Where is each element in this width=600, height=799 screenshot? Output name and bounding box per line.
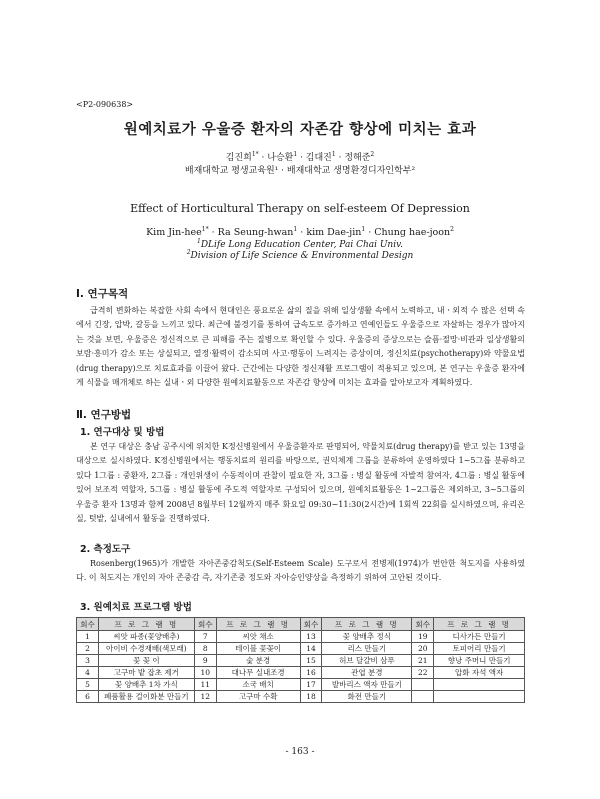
program-name: 허브 달걀비 삼푸	[322, 655, 412, 667]
program-name: 향낭 주머니 만들기	[434, 655, 525, 667]
session-number: 12	[194, 691, 216, 703]
session-number: 6	[77, 691, 99, 703]
author-ko: 나승환	[267, 153, 294, 163]
author-separator: ·	[258, 153, 268, 163]
subsection-heading-program: 3. 원예치료 프로그램 방법	[80, 602, 192, 613]
author-ko: 김대진	[305, 153, 332, 163]
program-name: 고구마 수확	[216, 691, 300, 703]
header-session: 회수	[300, 618, 322, 631]
header-program: 프 로 그 램 명	[98, 618, 194, 631]
session-number: 9	[194, 655, 216, 667]
session-number: 1	[77, 631, 99, 643]
program-name: 압화 자석 액자	[434, 667, 525, 679]
author-separator: ·	[365, 227, 375, 239]
header-program: 프 로 그 램 명	[216, 618, 300, 631]
affiliation-mark: 2	[186, 249, 191, 256]
program-name: 테이블 꽃꽂이	[216, 643, 300, 655]
session-number: 21	[412, 655, 434, 667]
author-en: Kim Jin-hee	[146, 227, 202, 239]
header-session: 회수	[412, 618, 434, 631]
author-en: kim Dae-jin	[306, 227, 362, 239]
session-number: 14	[300, 643, 322, 655]
program-name: 소국 배치	[216, 679, 300, 691]
affiliation-text: Division of Life Science & Environmental Design	[190, 251, 414, 261]
header-program: 프 로 그 램 명	[434, 618, 525, 631]
author-separator: ·	[297, 227, 307, 239]
subsection-heading-subjects: 1. 연구대상 및 방법	[80, 427, 165, 438]
table-row	[77, 643, 525, 655]
session-number: 17	[300, 679, 322, 691]
author-separator: ·	[297, 153, 306, 163]
title-english: Effect of Horticultural Therapy on self-esteem Of Depression	[130, 202, 470, 215]
section-heading-purpose: Ⅰ. 연구목적	[76, 288, 129, 300]
session-number: 22	[412, 667, 434, 679]
author-ko: 정해준	[344, 153, 371, 163]
program-name: 리스 만들기	[322, 643, 412, 655]
session-number: 3	[77, 655, 99, 667]
affiliation-english-2	[0, 249, 600, 261]
instrument-paragraph: Rosenberg(1965)가 개발한 자아존중감척도(Self-Esteem Scale) 도구로서 전병제(1974)가 번안한 척도지를 사용하였다. 이 척도지는 개인의 자아 존중감 즉, 자기존중 정도와 자아승인양상을 측정하기 위하여 고안된 것이다.	[76, 559, 525, 583]
table-row	[77, 631, 525, 643]
header-session: 회수	[77, 618, 99, 631]
session-number: 5	[77, 679, 99, 691]
subsection-heading-instrument: 2. 측정도구	[80, 544, 131, 555]
page-number: - 163 -	[285, 747, 315, 757]
author-en: Chung hae-joon	[374, 227, 451, 239]
author-mark: 1*	[201, 226, 209, 233]
program-name: 디사가든 만들기	[434, 631, 525, 643]
session-number: 18	[300, 691, 322, 703]
program-name: 폐품활용 걸이화분 만들기	[98, 691, 194, 703]
program-name: 고구마 밭 잡초 제거	[98, 667, 194, 679]
authors-korean	[0, 150, 600, 163]
subjects-paragraph: 본 연구 대상은 충남 공주시에 위치한 K정신병원에서 우울증환자로 판명되어, 약물치료(drug therapy)를 받고 있는 13명을 대상으로 실시하였다. K정신병원에서는 행동치료의 원리를 바탕으로, 권익체계 그룹을 분류하여 운영하였다 1~5그룹 분류하고 있다 1그룹 : 중환자, 2그룹 : 개인위생이 수동적이며 관찰이 필요한 자, 3그룹 : 병실 활동에 자발적 참여자, 4그룹 : 병실 활동에 있어 보조적 역할자, 5그룹 : 병실 활동에 주도적 역할자로 구성되어 있으며, 원예치료활동은 1~2그룹은 제외하고, 3~5그룹의 우울증 환자 13명과 함께 2008년 8월부터 12월까지 매주 화요일 09:30~11:30(2시간)에 1회씩 22회를 실시하였으며, 유리온실, 텃밭, 실내에서 활동을 진행하였다.	[76, 442, 525, 524]
author-mark: 2	[450, 226, 454, 233]
session-number: 2	[77, 643, 99, 655]
program-name: 토피어리 만들기	[434, 643, 525, 655]
table-header-row	[77, 618, 525, 631]
session-number	[412, 679, 434, 691]
affiliation-korean: 배재대학교 평생교육원¹ · 배재대학교 생명환경디자인학부²	[184, 166, 416, 176]
affiliation-mark: 1	[196, 238, 201, 245]
author-mark: 1	[331, 151, 336, 158]
program-name: 관엽 분경	[322, 667, 412, 679]
session-number: 4	[77, 667, 99, 679]
table-row	[77, 667, 525, 679]
author-en: Ra Seung-hwan	[217, 227, 294, 239]
program-name: 대나무 실내조경	[216, 667, 300, 679]
author-separator: ·	[208, 227, 218, 239]
program-name	[434, 691, 525, 703]
program-name: 숯 분경	[216, 655, 300, 667]
session-number: 19	[412, 631, 434, 643]
session-number: 13	[300, 631, 322, 643]
author-separator: ·	[335, 153, 345, 163]
session-number: 20	[412, 643, 434, 655]
session-number: 16	[300, 667, 322, 679]
session-number: 15	[300, 655, 322, 667]
program-name: 아이비 수경재배(색모래)	[98, 643, 194, 655]
session-number	[412, 691, 434, 703]
program-name: 씨앗 채소	[216, 631, 300, 643]
title-korean: 원예치료가 우울증 환자의 자존감 향상에 미치는 효과	[123, 121, 477, 138]
author-mark: 1	[293, 151, 298, 158]
program-name: 꽃 양배추 1차 가식	[98, 679, 194, 691]
author-mark: 1*	[251, 151, 259, 158]
program-name: 꽃 꽂 이	[98, 655, 194, 667]
author-ko: 김진희	[225, 153, 252, 163]
header-program: 프 로 그 램 명	[322, 618, 412, 631]
purpose-paragraph: 급격히 변화하는 복잡한 사회 속에서 현대인은 풍요로운 삶의 질을 위해 일상생활 속에서 노력하고, 내ㆍ외적 수 많은 선택 속에서 긴장, 압박, 갈등을 느끼고 있다. 최근에 불경기를 통하여 급속도로 증가하고 연예인들도 우울증으로 자살하는 경우가 많아지는 것을 보면, 우울증은 정신적으로 큰 피해를 주는 질병으로 확인할 수 있다. 우울증의 증상으로는 슬픔·절망·비관과 일상생활의 보람·흥미가 감소 또는 상실되고, 열정·활력이 감소되며 사고·행동이 느려지는 증상이며, 정신치료(psychotherapy)와 약물요법(drug therapy)으로 치료효과를 이끌어 왔다. 근간에는 다양한 정신재활 프로그램이 적용되고 있으며, 본 연구는 우울증 환자에게 식물을 매개체로 하는 실내ㆍ외 다양한 원예치료활동으로 자존감 향상에 미치는 효과를 알아보고자 계획하였다.	[76, 306, 525, 388]
program-name: 화전 만들기	[322, 691, 412, 703]
table-row	[77, 679, 525, 691]
author-mark: 2	[370, 151, 375, 158]
session-number: 8	[194, 643, 216, 655]
header-session: 회수	[194, 618, 216, 631]
author-mark: 1	[293, 226, 298, 233]
program-name: 꽃 양배추 정식	[322, 631, 412, 643]
table-row	[77, 655, 525, 667]
paper-code: <P2-090638>	[76, 100, 134, 109]
authors-english	[0, 226, 600, 238]
program-table	[76, 617, 525, 703]
program-name	[434, 679, 525, 691]
author-mark: 1	[361, 226, 366, 233]
program-name: 씨앗 파종(꽃양배추)	[98, 631, 194, 643]
session-number: 11	[194, 679, 216, 691]
session-number: 7	[194, 631, 216, 643]
affiliation-text: DLife Long Education Center, Pai Chai Univ.	[200, 240, 403, 250]
section-heading-method: Ⅱ. 연구방법	[76, 409, 132, 421]
program-name: 발바리스 액자 만들기	[322, 679, 412, 691]
session-number: 10	[194, 667, 216, 679]
table-row	[77, 691, 525, 703]
